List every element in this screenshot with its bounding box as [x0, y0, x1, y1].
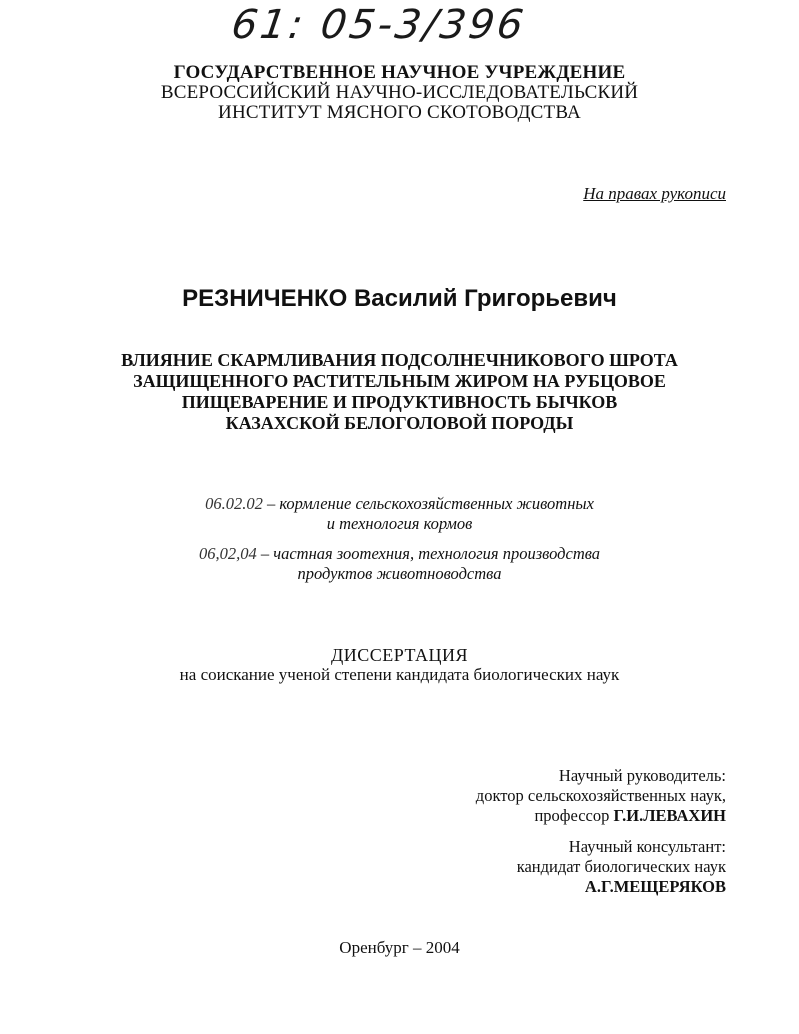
- specialty-dash: –: [266, 494, 280, 513]
- title-line: ВЛИЯНИЕ СКАРМЛИВАНИЯ ПОДСОЛНЕЧНИКОВОГО ШРОТА: [121, 350, 678, 370]
- dissertation-title: [0, 350, 799, 434]
- consultant-role: Научный консультант:: [568, 837, 726, 856]
- supervisor-name: Г.И.ЛЕВАХИН: [613, 806, 726, 825]
- consultant-name: А.Г.МЕЩЕРЯКОВ: [584, 877, 726, 896]
- specialty-1: [0, 494, 799, 534]
- specialty-code: 06,02,04: [198, 544, 257, 563]
- institution-line-2: ВСЕРОССИЙСКИЙ НАУЧНО-ИССЛЕДОВАТЕЛЬСКИЙ: [160, 82, 639, 103]
- specialty-name: частная зоотехния, технология производства: [273, 544, 601, 563]
- author-name: РЕЗНИЧЕНКО Василий Григорьевич: [182, 285, 617, 312]
- specialty-code: 06.02.02: [205, 494, 263, 513]
- city-year: Оренбург – 2004: [339, 938, 460, 957]
- consultant-degree: кандидат биологических наук: [516, 857, 726, 876]
- specialty-dash: –: [260, 544, 274, 563]
- title-line: ЗАЩИЩЕННОГО РАСТИТЕЛЬНЫМ ЖИРОМ НА РУБЦОВОЕ: [133, 371, 666, 391]
- specialty-name-cont: продуктов животноводства: [297, 564, 502, 583]
- title-line: КАЗАХСКОЙ БЕЛОГОЛОВОЙ ПОРОДЫ: [225, 413, 574, 433]
- manuscript-rights-note: На правах рукописи: [583, 184, 726, 203]
- specialty-name-cont: и технология кормов: [326, 514, 473, 533]
- specialty-2: [0, 544, 799, 584]
- dissertation-label: ДИССЕРТАЦИЯ: [330, 645, 469, 665]
- institution-line-1: ГОСУДАРСТВЕННОЕ НАУЧНОЕ УЧРЕЖДЕНИЕ: [173, 62, 626, 83]
- institution-line-3: ИНСТИТУТ МЯСНОГО СКОТОВОДСТВА: [218, 102, 581, 123]
- supervisor-title: профессор: [534, 806, 610, 825]
- supervisor-block: [476, 766, 726, 826]
- specialty-name: кормление сельскохозяйственных животных: [279, 494, 594, 513]
- handwritten-archive-code: 61: 05-3/396: [228, 2, 529, 48]
- supervisor-role: Научный руководитель:: [558, 766, 726, 785]
- dissertation-degree: на соискание ученой степени кандидата биологических наук: [179, 665, 620, 684]
- supervisor-degree: доктор сельскохозяйственных наук,: [475, 786, 726, 805]
- consultant-block: [517, 837, 726, 897]
- title-line: ПИЩЕВАРЕНИЕ И ПРОДУКТИВНОСТЬ БЫЧКОВ: [181, 392, 618, 412]
